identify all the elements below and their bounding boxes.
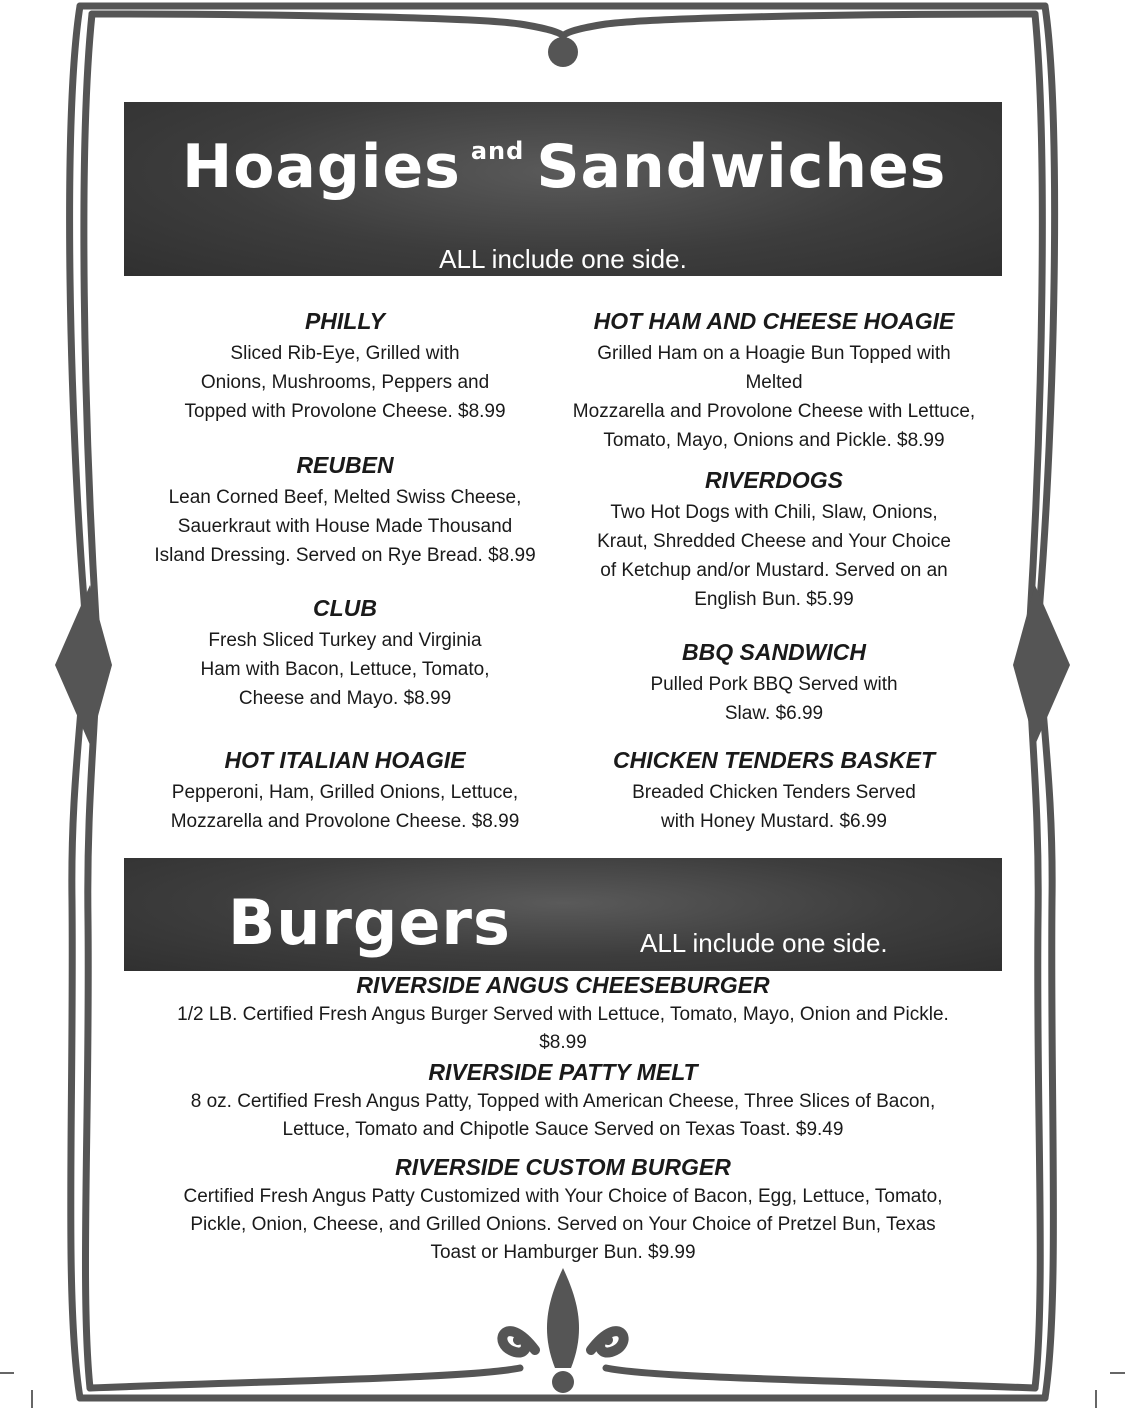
- item-name: PHILLY: [304, 308, 386, 334]
- item-desc-line: Ham with Bacon, Lettuce, Tomato,: [200, 659, 490, 680]
- menu-item-riverside-custom-burger: [128, 1154, 998, 1267]
- menu-item-chicken-tenders-basket: [548, 747, 1000, 836]
- item-desc-line: Grilled Ham on a Hoagie Bun Topped with: [597, 343, 951, 364]
- item-desc-line: Pickle, Onion, Cheese, and Grilled Onions. Served on Your Choice of Pretzel Bun, Texas: [190, 1214, 936, 1235]
- menu-item-hot-ham-and-cheese-hoagie: [548, 308, 1000, 455]
- item-desc-line: 8 oz. Certified Fresh Angus Patty, Topped with American Cheese, Three Slices of Bacon,: [190, 1091, 936, 1112]
- item-name: CLUB: [313, 595, 377, 621]
- item-desc-line: $8.99: [539, 1032, 587, 1053]
- item-desc-line: of Ketchup and/or Mustard. Served on an: [600, 560, 948, 581]
- burgers-subtitle: ALL include one side.: [640, 928, 888, 958]
- item-desc-line: Two Hot Dogs with Chili, Slaw, Onions,: [610, 502, 938, 523]
- item-desc-line: Lettuce, Tomato and Chipotle Sauce Served on Texas Toast. $9.49: [282, 1119, 844, 1140]
- title-sandwiches: Sandwiches: [536, 132, 947, 202]
- item-desc-line: Island Dressing. Served on Rye Bread. $8.99: [154, 545, 536, 566]
- menu-item-hot-italian-hoagie: [130, 747, 560, 836]
- item-desc-line: Slaw. $6.99: [724, 703, 824, 724]
- item-name: HOT HAM AND CHEESE HOAGIE: [593, 308, 955, 334]
- item-desc-line: Sliced Rib-Eye, Grilled with: [230, 343, 460, 364]
- menu-item-philly: [130, 308, 560, 426]
- item-desc-line: Lean Corned Beef, Melted Swiss Cheese,: [168, 487, 522, 508]
- hoagies-title: [182, 132, 946, 202]
- hoagies-subtitle: ALL include one side.: [439, 244, 687, 274]
- item-desc-line: Breaded Chicken Tenders Served: [632, 782, 916, 803]
- item-desc-line: Pulled Pork BBQ Served with: [650, 674, 898, 695]
- item-desc-line: 1/2 LB. Certified Fresh Angus Burger Served with Lettuce, Tomato, Mayo, Onion and Pickle.: [177, 1004, 949, 1025]
- item-desc-line: Mozzarella and Provolone Cheese. $8.99: [170, 811, 520, 832]
- menu-item-riverdogs: [548, 467, 1000, 614]
- title-hoagies: Hoagies: [182, 132, 461, 202]
- item-name: RIVERSIDE ANGUS CHEESEBURGER: [356, 972, 770, 998]
- item-desc-line: Cheese and Mayo. $8.99: [238, 688, 452, 709]
- item-desc-line: Toast or Hamburger Bun. $9.99: [430, 1242, 696, 1263]
- menu-item-riverside-patty-melt: [128, 1059, 998, 1144]
- item-name: HOT ITALIAN HOAGIE: [224, 747, 466, 773]
- item-name: BBQ SANDWICH: [682, 639, 866, 665]
- item-desc-line: Mozzarella and Provolone Cheese with Lettuce,: [572, 401, 976, 422]
- item-desc-line: Onions, Mushrooms, Peppers and: [200, 372, 490, 393]
- item-desc-line: with Honey Mustard. $6.99: [660, 811, 887, 832]
- hoagies-banner: [124, 102, 1002, 276]
- item-name: REUBEN: [296, 452, 394, 478]
- menu-item-club: [130, 595, 560, 713]
- menu-item-reuben: [130, 452, 560, 570]
- item-desc-line: Fresh Sliced Turkey and Virginia: [208, 630, 482, 651]
- burgers-banner: [124, 858, 1002, 971]
- item-desc-line: Tomato, Mayo, Onions and Pickle. $8.99: [603, 430, 945, 451]
- item-desc-line: Pepperoni, Ham, Grilled Onions, Lettuce,: [171, 782, 519, 803]
- item-name: RIVERSIDE PATTY MELT: [428, 1059, 698, 1085]
- item-desc-line: Certified Fresh Angus Patty Customized with Your Choice of Bacon, Egg, Lettuce, Tomato,: [183, 1186, 943, 1207]
- menu-item-bbq-sandwich: [548, 639, 1000, 728]
- item-name: RIVERSIDE CUSTOM BURGER: [395, 1154, 731, 1180]
- item-desc-line: Sauerkraut with House Made Thousand: [177, 516, 513, 537]
- item-desc-line: Topped with Provolone Cheese. $8.99: [184, 401, 506, 422]
- menu-item-riverside-angus-cheeseburger: [128, 972, 998, 1057]
- item-name: RIVERDOGS: [704, 467, 844, 493]
- item-desc-line: English Bun. $5.99: [694, 589, 854, 610]
- item-name: CHICKEN TENDERS BASKET: [612, 747, 936, 773]
- title-and: and: [470, 137, 525, 165]
- burgers-title: Burgers: [228, 886, 511, 959]
- item-desc-line: Kraut, Shredded Cheese and Your Choice: [597, 531, 951, 552]
- item-desc-line: Melted: [745, 372, 803, 393]
